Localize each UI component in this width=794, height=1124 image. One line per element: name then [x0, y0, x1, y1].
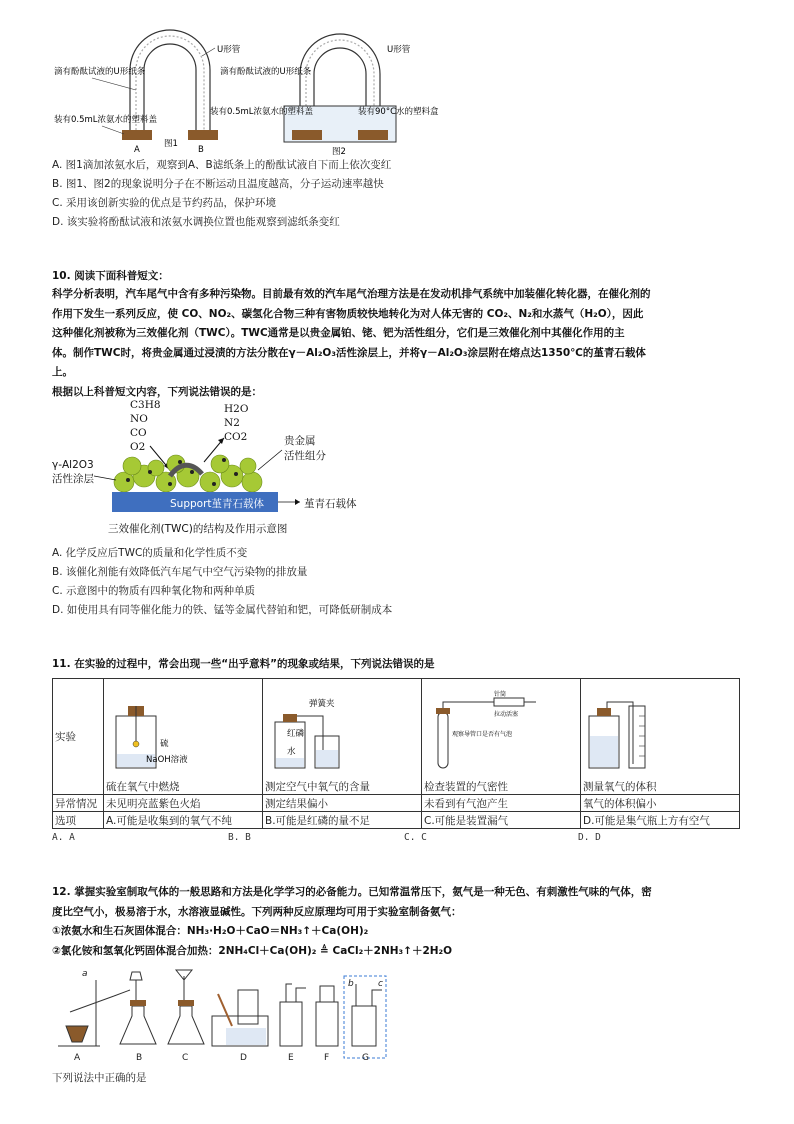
fig1-label-cap: 装有0.5mL浓氨水的塑料盖 — [54, 115, 158, 125]
fig2-label-box: 装有90°C水的塑料盒 — [358, 107, 439, 117]
eq1-prefix: ①浓氨水和生石灰固体混合： — [52, 925, 187, 937]
exp-name-1: 硫在氧气中燃烧 — [106, 781, 180, 793]
label-syringe: 针筒 — [494, 691, 507, 698]
label-metal-1: 贵金属 — [284, 435, 316, 447]
label-sulfur: 硫 — [160, 739, 169, 749]
eq2-body: 2NH₄Cl＋Ca(OH)₂ ≜ CaCl₂＋2NH₃↑＋2H₂O — [218, 944, 453, 957]
gas-out-co2: CO2 — [224, 431, 248, 443]
apparatus-label-e: E — [288, 1053, 294, 1063]
label-metal-2: 活性组分 — [284, 450, 326, 462]
exp-cell-1 — [104, 679, 263, 795]
q10-option-d: D. 如使用具有同等催化能力的铁、锰等金属代替铂和钯，可降低研制成本 — [52, 604, 393, 616]
label-phosphorus: 红磷 — [287, 729, 305, 739]
q11-answer-d: D. D — [578, 832, 601, 843]
gas-in-co: CO — [130, 427, 147, 439]
oxygen-content-apparatus — [265, 696, 415, 776]
letter-a: a — [82, 969, 88, 979]
apparatus-label-a: A — [74, 1053, 81, 1063]
option-cell-b: B.可能是红磷的量不足 — [263, 812, 422, 829]
label-clip: 弹簧夹 — [309, 699, 335, 709]
table-row — [53, 795, 740, 812]
q11-table — [52, 678, 740, 829]
q12-apparatus — [52, 966, 412, 1062]
fig1-label-paper: 滴有酚酞试液的U形纸条 — [54, 67, 146, 77]
q9-option-d: D. 该实验将酚酞试液和浓氨水调换位置也能观察到滤纸条变红 — [52, 216, 340, 228]
fig2-label-paper: 滴有酚酞试液的U形纸条 — [220, 67, 312, 77]
exp-cell-3 — [422, 679, 581, 795]
fig1-label-b: B — [198, 145, 204, 155]
sulfur-burning-apparatus — [106, 696, 256, 776]
option-cell-d: D.可能是集气瓶上方有空气 — [581, 812, 740, 829]
q9-option-a: A. 图1滴加浓氨水后，观察到A、B滤纸条上的酚酞试液自下而上依次变红 — [52, 159, 392, 171]
q10-line: 这种催化剂被称为三效催化剂（TWC）。TWC通常是以贵金属铂、铑、钯为活性组分，它们是三效催化剂中其催化作用的主 — [52, 327, 625, 339]
airtightness-apparatus — [424, 691, 574, 776]
gas-out-h2o: H2O — [224, 403, 249, 415]
fig1-label-utube: U形管 — [217, 45, 241, 55]
fig1-label-a: A — [134, 145, 140, 155]
label-carrier: 堇青石载体 — [304, 498, 357, 510]
fig2-label-utube: U形管 — [387, 45, 411, 55]
label-coating-1: γ-Al2O3 — [52, 459, 94, 471]
exp-name-3: 检查装置的气密性 — [424, 781, 508, 793]
row-label-option: 选项 — [53, 812, 104, 829]
gas-out-n2: N2 — [224, 417, 240, 429]
q10-line: 作用下发生一系列反应，使 CO、NO₂、碳氢化合物三种有害物质较快地转化为对人体无害的 CO₂、N₂和水蒸气（H₂O），因此 — [52, 307, 644, 320]
q10-line: 体。制作TWC时，将贵金属通过浸渍的方法分散在γ－Al₂O₃活性涂层上，并将γ－Al₂O₃涂层附在熔点达1350℃的堇青石载体 — [52, 346, 646, 359]
q11-answer-b: B. B — [228, 832, 251, 843]
support-text: Support堇青石载体 — [170, 498, 265, 510]
fig1-caption: 图1 — [164, 139, 178, 149]
twc-diagram — [52, 396, 412, 540]
q11-title: 11. 在实验的过程中，常会出现一些“出乎意料”的现象或结果，下列说法错误的是 — [52, 658, 435, 670]
abnormal-4: 氧气的体积偏小 — [581, 795, 740, 812]
row-label-exp: 实验 — [53, 679, 104, 795]
q9-figure — [52, 30, 439, 158]
gas-in-c3h8: C3H8 — [130, 399, 161, 411]
letter-b: b — [348, 979, 354, 989]
abnormal-3: 未看到有气泡产生 — [422, 795, 581, 812]
q10-option-b: B. 该催化剂能有效降低汽车尾气中空气污染物的排放量 — [52, 566, 308, 578]
eq2-prefix: ②氯化铵和氢氧化钙固体混合加热： — [52, 944, 219, 957]
label-water: 水 — [287, 747, 296, 757]
diagram-caption: 三效催化剂(TWC)的结构及作用示意图 — [108, 523, 288, 535]
apparatus-label-d: D — [240, 1053, 247, 1063]
q9-option-c: C. 采用该创新实验的优点是节约药品，保护环境 — [52, 197, 277, 209]
q12-line: 12. 掌握实验室制取气体的一般思路和方法是化学学习的必备能力。已知常温常压下，氨气是一种无色、有刺激性气味的气体，密 — [52, 886, 652, 898]
apparatus-label-f: F — [324, 1053, 330, 1063]
q10-title: 10. 阅读下面科普短文： — [52, 270, 169, 282]
table-row — [53, 679, 740, 795]
q10-paragraph — [52, 285, 746, 402]
q10-line: 上。 — [52, 366, 73, 378]
exp-cell-4 — [581, 679, 740, 795]
q10-option-a: A. 化学反应后TWC的质量和化学性质不变 — [52, 547, 248, 559]
apparatus-label-b: B — [136, 1053, 143, 1063]
q10-line: 根据以上科普短文内容，下列说法错误的是： — [52, 385, 262, 398]
oxygen-volume-apparatus — [583, 696, 733, 776]
q12-line: 度比空气小，极易溶于水，水溶液显碱性。下列两种反应原理均可用于实验室制备氨气： — [52, 905, 462, 918]
label-observe: 观察导管口是否有气泡 — [452, 731, 513, 738]
q12-equation-2 — [52, 942, 746, 962]
label-coating-2: 活性涂层 — [52, 473, 94, 485]
q11-answer-c: C. C — [404, 832, 427, 843]
q10-option-c: C. 示意图中的物质有四种氧化物和两种单质 — [52, 585, 256, 597]
gas-in-no: NO — [130, 413, 148, 425]
q9-option-b: B. 图1、图2的现象说明分子在不断运动且温度越高，分子运动速率越快 — [52, 178, 384, 190]
label-pull: 拉动活塞 — [494, 711, 519, 718]
abnormal-2: 测定结果偏小 — [263, 795, 422, 812]
gas-in-o2: O2 — [130, 441, 146, 453]
q12-final-line: 下列说法中正确的是 — [52, 1072, 147, 1084]
row-label-abnormal: 异常情况 — [53, 795, 104, 812]
q12-equation-1 — [52, 922, 746, 942]
fig2-caption: 图2 — [332, 147, 346, 157]
exp-name-2: 测定空气中氧气的含量 — [265, 781, 370, 793]
coating-particles — [114, 455, 262, 492]
apparatus-label-c: C — [182, 1053, 189, 1063]
abnormal-1: 未见明亮蓝紫色火焰 — [104, 795, 263, 812]
q12-paragraph — [52, 883, 746, 961]
option-cell-c: C.可能是装置漏气 — [422, 812, 581, 829]
label-naoh: NaOH溶液 — [146, 755, 188, 765]
q11-answer-a: A. A — [52, 832, 75, 843]
eq1-body: NH₃·H₂O＋CaO＝NH₃↑＋Ca(OH)₂ — [186, 925, 369, 937]
apparatus-label-g: G — [362, 1053, 369, 1063]
exp-name-4: 测量氧气的体积 — [583, 781, 657, 793]
exp-cell-2 — [263, 679, 422, 795]
letter-c: c — [378, 979, 383, 989]
table-row — [53, 812, 740, 829]
q10-line: 科学分析表明，汽车尾气中含有多种污染物。目前最有效的汽车尾气治理方法是在发动机排气系统中加装催化转化器，在催化剂的 — [52, 288, 651, 300]
option-cell-a: A.可能是收集到的氧气不纯 — [104, 812, 263, 829]
fig2-label-cap: 装有0.5mL浓氨水的塑料盖 — [210, 107, 314, 117]
